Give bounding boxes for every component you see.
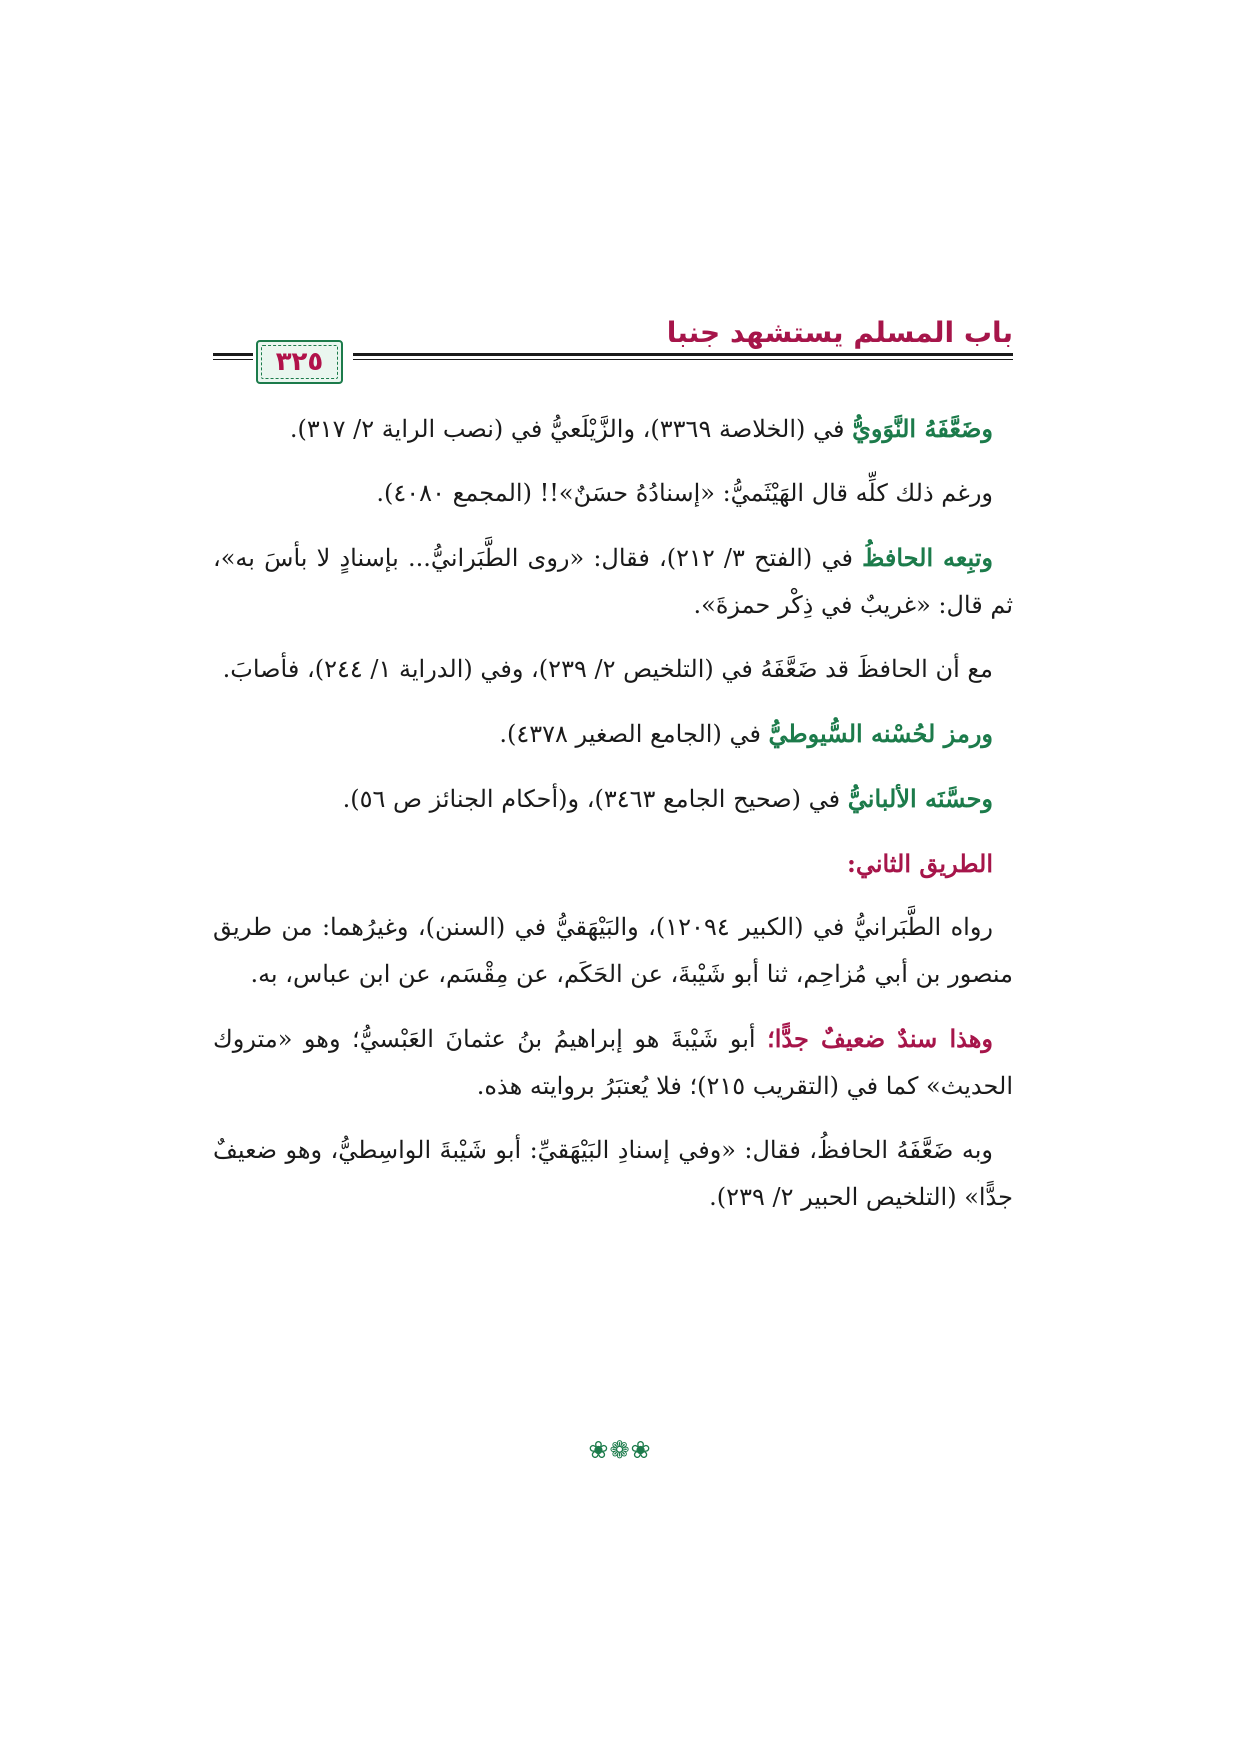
header-rule-right [353, 353, 1013, 356]
paragraph-lead: وضَعَّفَهُ النَّوَويُّ [852, 414, 993, 443]
paragraph-hafiz-daif [213, 1127, 1013, 1221]
paragraph-albani [213, 775, 1013, 823]
paragraph-sanad [213, 1015, 1013, 1110]
paragraph-hafiz [213, 534, 1013, 629]
end-ornament-icon: ❀❁❀ [588, 1436, 652, 1464]
header-rule-left-thin [213, 359, 253, 360]
paragraph-suyuti [213, 710, 1013, 758]
paragraph-text: في (الفتح ٣/ ٢١٢)، فقال: «روى الطَّبَرانيُّ... بإسنادٍ لا بأسَ به»، ثم قال: «غريبٌ في ذِكْر حمزةَ». [213, 544, 1013, 619]
paragraph-text: رواه الطَّبَرانيُّ في (الكبير ١٢٠٩٤)، والبَيْهَقيُّ في (السنن)، وغيرُهما: من طريق منصور بن أبي مُزاحِم، ثنا أبو شَيْبةَ، عن الحَكَم، عن مِقْسَم، عن ابن عباس، به. [213, 913, 1013, 988]
paragraph-lead: وحسَّنَه الألبانيُّ [847, 784, 993, 813]
chapter-title: باب المسلم يستشهد جنبا [666, 316, 1013, 349]
paragraph-lead: ورمز لحُسْنه السُّيوطيُّ [768, 719, 993, 748]
header-rule-left [213, 353, 253, 356]
page-body [213, 405, 1013, 1238]
paragraph-text: في (الخلاصة ٣٣٦٩)، والزَّيْلَعيُّ في (نصب الراية ٢/ ٣١٧). [289, 415, 853, 443]
paragraph-text: مع أن الحافظَ قد ضَعَّفَهُ في (التلخيص ٢/ ٢٣٩)، وفي (الدراية ١/ ٢٤٤)، فأصابَ. [222, 655, 993, 683]
paragraph-text: ورغم ذلك كلِّه قال الهَيْثَميُّ: «إسنادُهُ حسَنٌ»!! (المجمع ٤٠٨٠). [376, 479, 993, 507]
paragraph-text: وبه ضَعَّفَهُ الحافظُ، فقال: «وفي إسنادِ البَيْهَقيِّ: أبو شَيْبةَ الواسِطيُّ، وهو ضعيفٌ جدًّا» (التلخيص الحبير ٢/ ٢٣٩). [213, 1136, 1013, 1211]
paragraph-lead: وتبِعه الحافظُ [862, 543, 993, 572]
paragraph-text: أبو شَيْبةَ هو إبراهيمُ بنُ عثمانَ العَبْسيُّ؛ وهو «متروك الحديث» كما في (التقريب ٢١٥)؛ فلا يُعتبَرُ بروايته هذه. [213, 1025, 1013, 1100]
paragraph-lead: وهذا سندٌ ضعيفٌ جدًّا؛ [767, 1024, 993, 1053]
paragraph-text: في (الجامع الصغير ٤٣٧٨). [499, 720, 769, 748]
page-header [213, 310, 1013, 400]
page-number-badge [256, 340, 343, 384]
header-rule-right-thin [353, 359, 1013, 360]
paragraph-tabarani [213, 904, 1013, 998]
paragraph-talkhis [213, 646, 1013, 693]
page-number: ٣٢٥ [275, 347, 324, 377]
paragraph-nawawi [213, 405, 1013, 453]
paragraph-haythami [213, 470, 1013, 517]
section-heading: الطريق الثاني: [846, 849, 993, 878]
paragraph-text: في (صحيح الجامع ٣٤٦٣)، و(أحكام الجنائز ص ٥٦). [342, 785, 848, 813]
